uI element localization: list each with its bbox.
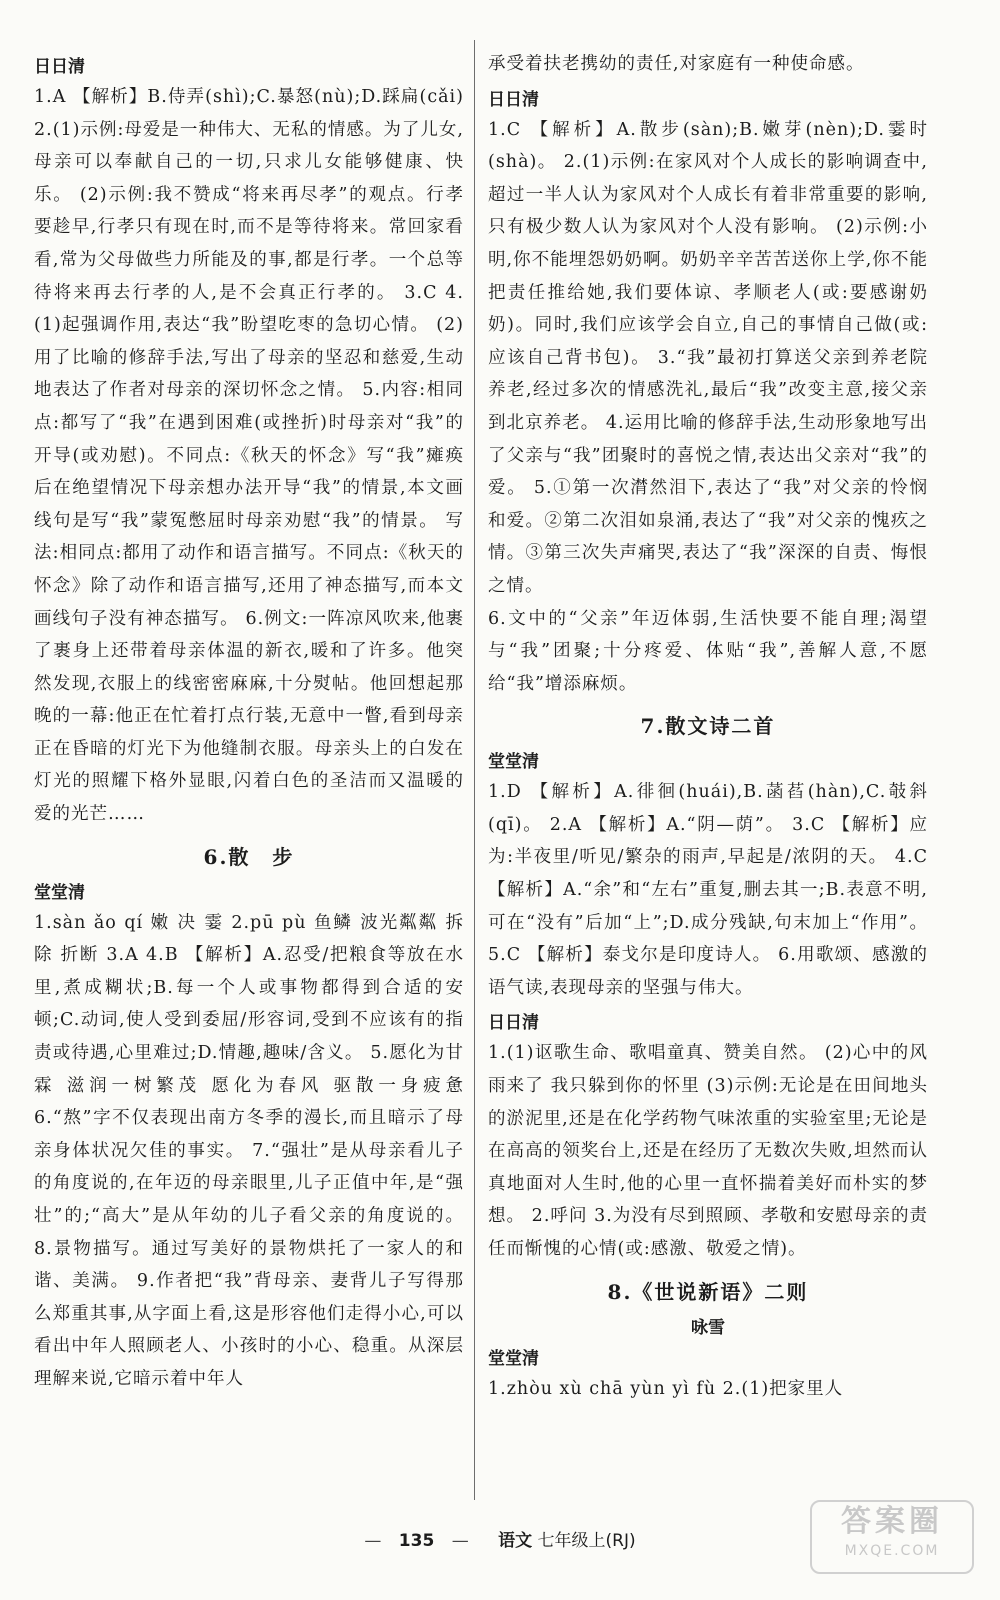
answer-paragraph: 1.A 【解析】B.侍弄(shì);C.暴怒(nù);D.踩扁(cǎi) 2.(1)示例:母爱是一种伟大、无私的情感。为了儿女,母亲可以奉献自己的一切,只求儿女能够健康、快乐。 (2)示例:我不赞成“将来再尽孝”的观点。行孝要趁早,行孝只有现在时,而不是等待将来。常回家看看,常为父母做些力所能及的事,都是行孝。一个总等待将来再去行孝的人,是不会真正行孝的。 3.C 4.(1)起强调作用,表达“我”盼望吃枣的急切心情。 (2)用了比喻的修辞手法,写出了母亲的坚忍和慈爱,生动地表达了作者对母亲的深切怀念之情。 5.内容:相同点:都写了“我”在遇到困难(或挫折)时母亲对“我”的开导(或劝慰)。不同点:《秋天的怀念》写“我”瘫痪后在绝望情况下母亲想办法开导“我”的情景,本文画线句是写“我”蒙冤憋屈时母亲劝慰“我”的情景。 写法:相同点:都用了动作和语言描写。不同点:《秋天的怀念》除了动作和语言描写,还用了神态描写,而本文画线句子没有神态描写。 6.例文:一阵凉风吹来,他裹了裹身上还带着母亲体温的新衣,暖和了许多。他突然发现,衣服上的线密密麻麻,十分熨帖。他回想起那晚的一幕:他正在忙着打点行装,无意中一瞥,看到母亲正在昏暗的灯光下为他缝制衣服。母亲头上的白发在灯光的照耀下格外显眼,闪着白色的圣洁而又温暖的爱的光芒…… — [34, 87, 464, 825]
watermark-stamp — [810, 1500, 974, 1574]
section-heading-tangtangqing: 堂堂清 — [488, 1348, 539, 1369]
watermark-url: MXQE.COM — [844, 1543, 940, 1559]
lesson-title-shishuoxinyu: 8.《世说新语》二则 — [607, 1279, 809, 1304]
answer-paragraph: 1.D 【解析】A.徘徊(huái),B.菡萏(hàn),C.攲斜(qī)。 2.A 【解析】A.“阴—荫”。 3.C 【解析】应为:半夜里/听见/繁杂的雨声,早起是/浓阴的天。 4.C 【解析】A.“余”和“左右”重复,删去其一;B.表意不明,可在“没有”后加“上”;D.成分残缺,句末加上“作用”。 5.C 【解析】泰戈尔是印度诗人。 6.用歌颂、感激的语气读,表现母亲的坚强与伟大。 — [488, 782, 928, 998]
lesson-title-sanbu: 6.散 步 — [203, 844, 295, 869]
column-divider — [474, 40, 475, 1500]
page-number: 135 — [398, 1531, 435, 1551]
footer-dash: — — [364, 1531, 382, 1551]
answer-paragraph: 1.sàn ǎo qí 嫩 决 霎 2.pū pù 鱼鳞 波光粼粼 拆除 折断 3.A 4.B 【解析】A.忍受/把粮食等放在水里,煮成糊状;B.每一个人或事物都得到合适的安顿;C.动词,使人受到委屈/形容词,受到不应该有的指责或待遇,心里难过;D.情趣,趣味/含义。 5.愿化为甘霖 滋润一树繁茂 愿化为春风 驱散一身疲惫 6.“熬”字不仅表现出南方冬季的漫长,而且暗示了母亲身体状况欠佳的事实。 7.“强壮”是从母亲看儿子的角度说的,在年迈的母亲眼里,儿子正值中年,是“强壮”的;“高大”是从年幼的儿子看父亲的角度说的。 8.景物描写。通过写美好的景物烘托了一家人的和谐、美满。 9.作者把“我”背母亲、妻背儿子写得那么郑重其事,从字面上看,这是形容他们走得小心,可以看出中年人照顾老人、小孩时的小心、稳重。从深层理解来说,它暗示着中年人 — [34, 912, 464, 1389]
answer-paragraph: 1.C 【解析】A.散步(sàn);B.嫩芽(nèn);D.霎时(shà)。 2.(1)示例:在家风对个人成长的影响调查中,超过一半人认为家风对个人成长有着非常重要的影响,只有极少数人认为家风对个人没有影响。 (2)示例:小明,你不能埋怨奶奶啊。奶奶辛辛苦苦送你上学,你不能把责任推给她,我们要体谅、孝顺老人(或:要感谢奶奶)。同时,我们应该学会自立,自己的事情自己做(或:应该自己背书包)。 3.“我”最初打算送父亲到养老院养老,经过多次的情感洗礼,最后“我”改变主意,接父亲到北京养老。 4.运用比喻的修辞手法,生动形象地写出了父亲与“我”团聚时的喜悦之情,表达出父亲对“我”的爱。 5.①第一次潸然泪下,表达了“我”对父亲的怜悯和爱。②第二次泪如泉涌,表达了“我”对父亲的愧疚之情。③第三次失声痛哭,表达了“我”深深的自责、悔恨之情。 — [488, 119, 928, 596]
section-heading-rirqing: 日日清 — [34, 57, 85, 77]
grade-label: 七年级上(RJ) — [537, 1531, 636, 1551]
right-column — [488, 48, 928, 1405]
footer-dash: — — [451, 1531, 469, 1551]
subject-label: 语文 — [498, 1531, 533, 1551]
lesson-subtitle-yongxue: 咏雪 — [691, 1317, 725, 1338]
section-heading-rirqing: 日日清 — [488, 1013, 539, 1034]
left-column — [34, 48, 464, 1396]
section-heading-tangtangqing: 堂堂清 — [488, 752, 539, 773]
section-heading-tangtangqing: 堂堂清 — [34, 882, 85, 903]
continued-paragraph: 承受着扶老携幼的责任,对家庭有一种使命感。 — [488, 54, 865, 74]
watermark-logo: 答案圈 — [841, 1504, 943, 1539]
answer-paragraph: 1.(1)讴歌生命、歌唱童真、赞美自然。 (2)心中的风雨来了 我只躲到你的怀里 (3)示例:无论是在田间地头的淤泥里,还是在化学药物气味浓重的实验室里;无论是在高高的领奖台上,还是在经历了无数次失败,坦然而认真地面对人生时,他的心里一直怀揣着美好而朴实的梦想。 2.呼问 3.为没有尽到照顾、孝敬和安慰母亲的责任而惭愧的心情(或:感激、敬爱之情)。 — [488, 1043, 928, 1259]
lesson-title-sanwenshi: 7.散文诗二首 — [640, 714, 776, 739]
answer-paragraph: 6.文中的“父亲”年迈体弱,生活快要不能自理;渴望与“我”团聚;十分疼爱、体贴“我”,善解人意,不愿给“我”增添麻烦。 — [488, 608, 928, 694]
section-heading-rirqing: 日日清 — [488, 89, 539, 110]
answer-paragraph: 1.zhòu xù chā yùn yì fù 2.(1)把家里人 — [488, 1378, 844, 1399]
